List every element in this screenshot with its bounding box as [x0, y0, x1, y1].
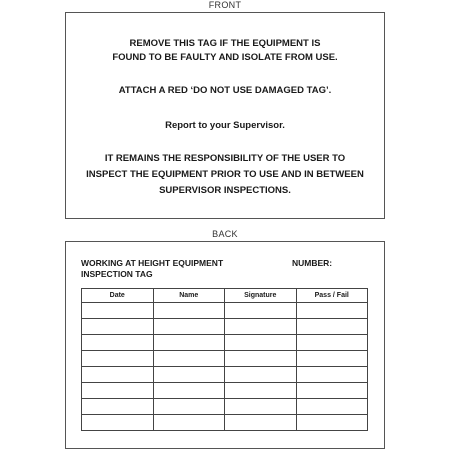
table-cell	[296, 383, 368, 399]
back-tag-panel	[65, 241, 385, 449]
table-cell	[225, 303, 297, 319]
tag-title-line: WORKING AT HEIGHT EQUIPMENT	[81, 258, 224, 268]
table-cell	[82, 351, 154, 367]
table-cell	[296, 303, 368, 319]
column-header-signature: Signature	[225, 289, 297, 303]
table-cell	[82, 383, 154, 399]
table-cell	[296, 335, 368, 351]
table-cell	[225, 319, 297, 335]
table-cell	[82, 335, 154, 351]
front-tag-panel	[65, 12, 385, 219]
column-header-pass-fail: Pass / Fail	[296, 289, 368, 303]
front-caption: FRONT	[208, 0, 242, 10]
table-cell	[225, 335, 297, 351]
back-caption: BACK	[212, 229, 238, 239]
table-cell	[82, 399, 154, 415]
table-cell	[153, 303, 225, 319]
front-line: Report to your Supervisor.	[165, 120, 285, 131]
front-line: INSPECT THE EQUIPMENT PRIOR TO USE AND IN BETWEEN	[86, 169, 364, 180]
table-header-row	[82, 289, 368, 303]
table-cell	[82, 367, 154, 383]
table-row	[82, 335, 368, 351]
table-cell	[82, 303, 154, 319]
table-row	[82, 351, 368, 367]
tag-title	[81, 258, 223, 280]
number-label: NUMBER:	[292, 258, 333, 268]
table-cell	[225, 383, 297, 399]
table-cell	[153, 415, 225, 431]
table-cell	[225, 351, 297, 367]
column-header-name: Name	[153, 289, 225, 303]
table-cell	[296, 367, 368, 383]
table-row	[82, 319, 368, 335]
front-line: ATTACH A RED ‘DO NOT USE DAMAGED TAG’.	[118, 85, 332, 96]
table-row	[82, 415, 368, 431]
table-row	[82, 367, 368, 383]
front-line: FOUND TO BE FAULTY AND ISOLATE FROM USE.	[112, 52, 338, 63]
table-cell	[82, 415, 154, 431]
table-cell	[296, 351, 368, 367]
table-row	[82, 399, 368, 415]
table-cell	[225, 367, 297, 383]
tag-title-line: INSPECTION TAG	[81, 269, 153, 279]
table-cell	[82, 319, 154, 335]
column-header-date: Date	[82, 289, 154, 303]
table-cell	[153, 319, 225, 335]
table-cell	[153, 335, 225, 351]
front-line: REMOVE THIS TAG IF THE EQUIPMENT IS	[129, 38, 321, 49]
table-cell	[296, 415, 368, 431]
front-line: IT REMAINS THE RESPONSIBILITY OF THE USER TO	[104, 153, 346, 164]
table-row	[82, 303, 368, 319]
table-cell	[153, 383, 225, 399]
table-cell	[153, 351, 225, 367]
table-cell	[296, 399, 368, 415]
table-cell	[296, 319, 368, 335]
inspection-table	[81, 288, 368, 431]
front-line: SUPERVISOR INSPECTIONS.	[159, 185, 291, 196]
table-row	[82, 383, 368, 399]
table-cell	[153, 399, 225, 415]
table-cell	[225, 415, 297, 431]
table-cell	[153, 367, 225, 383]
table-cell	[225, 399, 297, 415]
